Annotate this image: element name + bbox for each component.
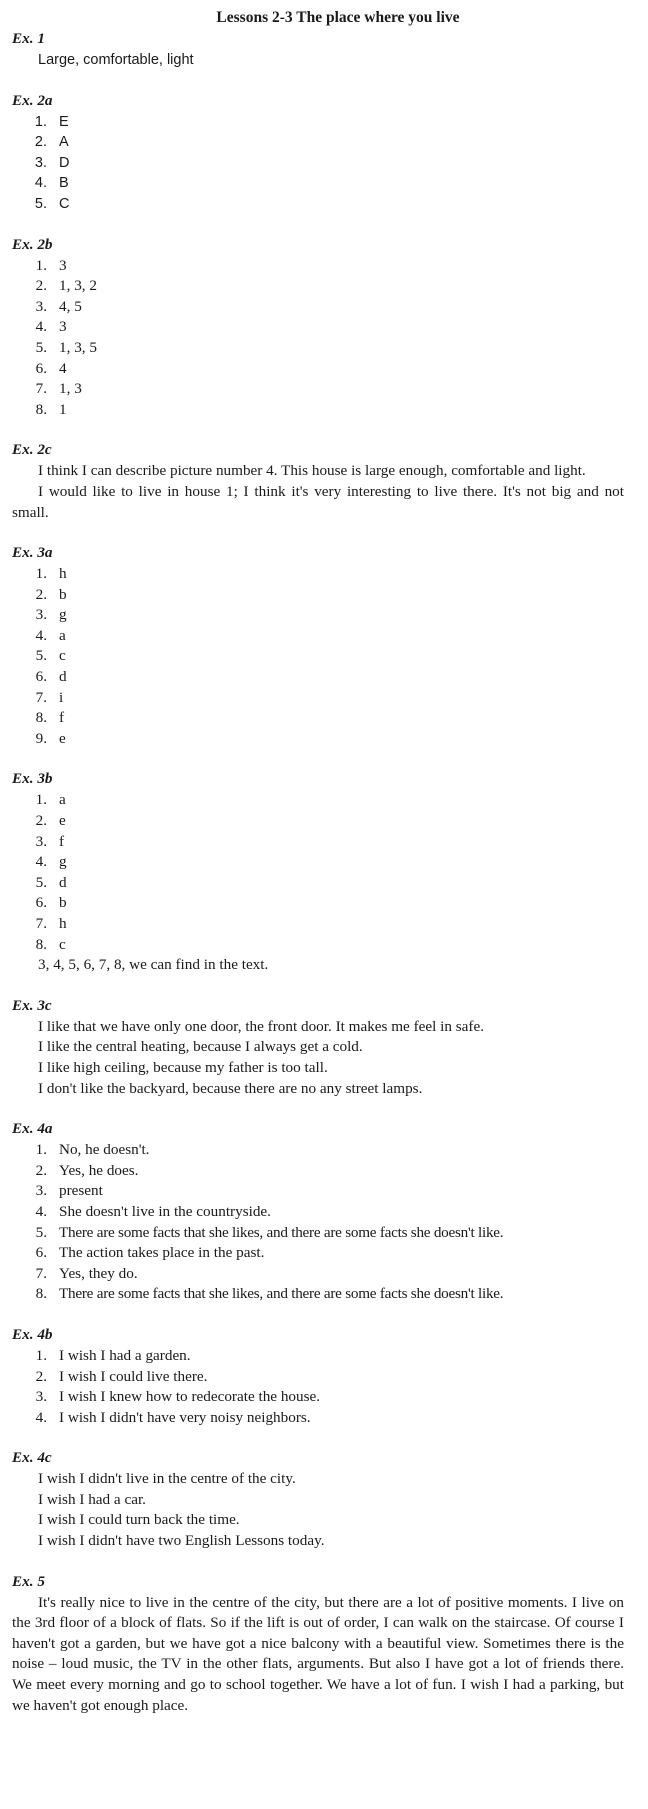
page-title: Lessons 2-3 The place where you live	[216, 9, 460, 26]
list-item: 1. No, he doesn't.	[35, 1141, 150, 1159]
answer-note: 3, 4, 5, 6, 7, 8, we can find in the text.	[38, 956, 269, 974]
answer-list	[12, 790, 624, 955]
exercise-heading: Ex. 3b	[12, 770, 53, 788]
exercise-heading: Ex. 4c	[12, 1449, 52, 1467]
answer-paragraph: It's really nice to live in the centre of the city, but there are a lot of positive moments. I live on the 3rd floor of a block of flats. So if the lift is out of order, I can walk on the staircase. Of course I haven't got a garden, but we have got a nice balcony with a beautiful view. Sometimes there is the noise – loud music, the TV in the other flats, arguments. But also I have got a lot of friends there. We meet every morning and go to school together. We have a lot of fun. I wish I had a parking, but we haven't got enough place.	[12, 1593, 624, 1714]
list-item: 7. Yes, they do.	[35, 1264, 138, 1282]
answer-line: I wish I could turn back the time.	[38, 1511, 240, 1529]
list-item: 4. I wish I didn't have very noisy neighbors.	[35, 1408, 311, 1426]
exercise-2a	[12, 91, 624, 215]
exercise-heading: Ex. 2b	[12, 235, 53, 253]
list-item: 3. D	[34, 154, 70, 171]
exercise-heading: Ex. 2a	[12, 91, 53, 109]
list-item: 3. g	[35, 606, 67, 624]
list-item: 4. She doesn't live in the countryside.	[35, 1202, 271, 1220]
list-item: 2. Yes, he does.	[35, 1161, 139, 1179]
document-page	[12, 8, 624, 1736]
exercise-5	[12, 1572, 624, 1717]
list-item: 2. 1, 3, 2	[35, 277, 97, 295]
list-item: 5. d	[35, 873, 67, 891]
list-item: 9. e	[35, 729, 66, 747]
list-item: 4. 3	[35, 318, 67, 336]
answer-paragraph: I think I can describe picture number 4. This house is large enough, comfortable and light.	[38, 462, 586, 480]
answer-line: I wish I didn't live in the centre of the city.	[38, 1470, 296, 1488]
list-item: 4. a	[35, 626, 66, 644]
list-item: 3. 4, 5	[35, 297, 82, 315]
list-item: 8. There are some facts that she likes, and there are some facts she doesn't like.	[35, 1285, 504, 1303]
list-item: 6. 4	[35, 359, 67, 377]
list-item: 1. E	[34, 113, 69, 130]
answer-line: I don't like the backyard, because there are no any street lamps.	[38, 1079, 423, 1097]
exercise-heading: Ex. 4a	[12, 1120, 53, 1138]
exercise-3a	[12, 543, 624, 749]
list-item: 1. h	[35, 565, 67, 583]
exercise-heading: Ex. 3c	[12, 996, 52, 1014]
list-item: 4. B	[34, 175, 69, 192]
list-item: 4. g	[35, 853, 67, 871]
exercise-2b	[12, 235, 624, 421]
list-item: 3. present	[35, 1182, 103, 1200]
list-item: 5. C	[34, 195, 70, 212]
exercise-heading: Ex. 5	[12, 1572, 45, 1590]
list-item: 2. e	[35, 812, 66, 830]
answer-paragraph: I would like to live in house 1; I think it's very interesting to live there. It's not big and not small.	[12, 482, 624, 521]
list-item: 8. f	[35, 709, 65, 727]
exercise-4c	[12, 1448, 624, 1551]
answer-line: I like the central heating, because I always get a cold.	[38, 1038, 363, 1056]
answer-list	[12, 112, 624, 215]
exercise-heading: Ex. 4b	[12, 1325, 53, 1343]
exercise-heading: Ex. 1	[12, 30, 45, 47]
answer-line: I wish I didn't have two English Lessons today.	[38, 1532, 325, 1550]
exercise-2c	[12, 440, 624, 523]
list-item: 5. 1, 3, 5	[35, 338, 97, 356]
list-item: 2. I wish I could live there.	[35, 1367, 208, 1385]
list-item: 5. There are some facts that she likes, and there are some facts she doesn't like.	[35, 1223, 504, 1241]
list-item: 5. c	[35, 647, 66, 665]
list-item: 2. A	[34, 134, 69, 151]
exercise-1	[12, 29, 624, 71]
answer-list	[12, 256, 624, 421]
list-item: 1. I wish I had a garden.	[35, 1346, 191, 1364]
list-item: 6. b	[35, 894, 67, 912]
answer-line: I like that we have only one door, the front door. It makes me feel in safe.	[38, 1017, 485, 1035]
list-item: 7. h	[35, 915, 67, 932]
answer-list	[12, 1346, 624, 1428]
list-item: 8. c	[35, 935, 66, 953]
exercise-heading: Ex. 3a	[12, 544, 53, 562]
list-item: 2. b	[35, 585, 67, 603]
answer-list	[12, 564, 624, 749]
exercise-3c	[12, 996, 624, 1099]
exercise-3b	[12, 769, 624, 975]
exercise-heading: Ex. 2c	[12, 441, 52, 459]
answer-line: I like high ceiling, because my father is too tall.	[38, 1058, 328, 1076]
list-item: 1. a	[35, 791, 66, 809]
list-item: 7. 1, 3	[35, 380, 82, 398]
list-item: 3. f	[35, 832, 65, 850]
list-item: 6. The action takes place in the past.	[35, 1244, 265, 1262]
list-item: 7. i	[35, 688, 64, 706]
list-item: 8. 1	[35, 400, 67, 418]
answer-line: I wish I had a car.	[38, 1490, 146, 1508]
exercise-answer: Large, comfortable, light	[38, 52, 194, 68]
exercise-4b	[12, 1325, 624, 1428]
list-item: 6. d	[35, 668, 67, 686]
answer-list	[12, 1140, 624, 1305]
list-item: 1. 3	[35, 256, 67, 274]
list-item: 3. I wish I knew how to redecorate the house.	[35, 1388, 321, 1406]
exercise-4a	[12, 1119, 624, 1305]
